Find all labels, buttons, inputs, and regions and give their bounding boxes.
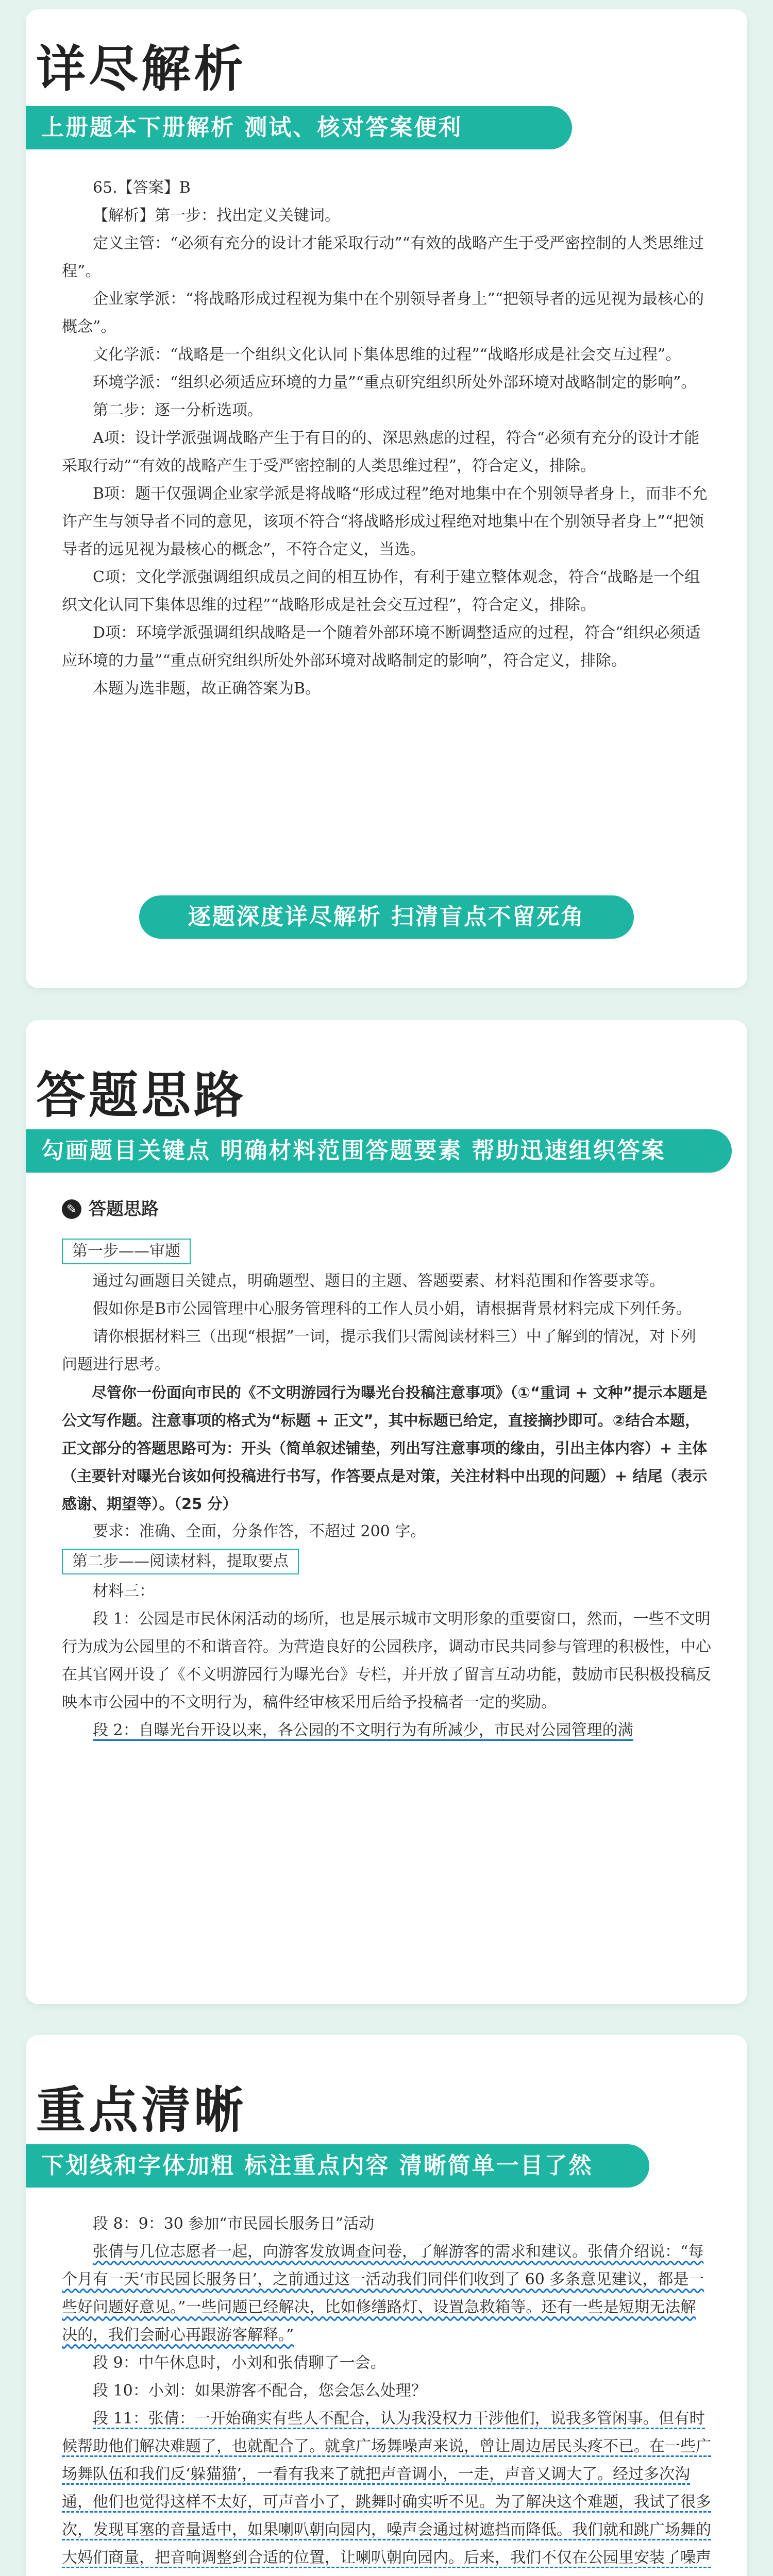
approach-paragraph: 要求：准确、全面，分条作答，不超过 200 字。	[93, 1522, 426, 1540]
section-key-points	[26, 2035, 747, 2576]
approach-paragraph	[62, 1717, 711, 1744]
analysis-paragraph: 环境学派：“组织必须适应环境的力量”“重点研究组织所处外部环境对战略制定的影响”。	[93, 374, 697, 392]
section-answer-approach	[26, 1020, 747, 2004]
key-paragraph	[62, 2238, 711, 2349]
approach-body	[62, 1195, 711, 1744]
step-label: 第二步——阅读材料，提取要点	[62, 1549, 299, 1574]
step-label: 第一步——审题	[62, 1239, 191, 1264]
analysis-paragraph: 第二步：逐一分析选项。	[93, 401, 263, 419]
analysis-paragraph: 企业家学派：“将战略形成过程视为集中在个别领导者身上”“把领导者的远见视为最核心的概念”。	[62, 290, 704, 336]
underlined-text: 段 2：自曝光台开设以来，各公园的不文明行为有所减少，市民对公园管理的满	[93, 1721, 633, 1741]
feather-icon: ✎	[62, 1199, 81, 1219]
section-title: 详尽解析	[36, 40, 246, 98]
approach-paragraph: 尽管你一份面向市民的《不文明游园行为曝光台投稿注意事项》（①“重词 + 文种”提示本题是公文写作题。注意事项的格式为“标题 + 正文”，其中标题已给定，直接摘抄即可。②结合本题，正文部分的答题思路可为：开头（简单叙述铺垫，列出写注意事项的缘由，引出主体内容）+ 主体（主要针对曝光台该如何投稿进行书写，作答要点是对策，关注材料中出现的问题）+ 结尾（表示感谢、期望等）。（25 分）	[62, 1384, 708, 1513]
section-title: 重点清晰	[36, 2081, 246, 2139]
analysis-paragraph: A项：设计学派强调战略产生于有目的的、深思熟虑的过程，符合“必须有充分的设计才能采取行动”“有效的战略产生于受严密控制的人类思维过程”，符合定义，排除。	[62, 429, 700, 475]
approach-paragraph: 请你根据材料三（出现“根据”一词，提示我们只需阅读材料三）中了解到的情况，对下列问题进行思考。	[62, 1328, 696, 1374]
answer-line: 65.【答案】B	[93, 179, 191, 197]
wavy-underlined-text: 张倩与几位志愿者一起，向游客发放调查问卷，了解游客的需求和建议。张倩介绍说：“每个月有一天‘市民园长服务日’，之前通过这一活动我们同伴们收到了 60 多条意见建议，都是一些好问题好意见。”一些问题已经解决，比如修缮路灯、设置急救箱等。还有一些是短期无法解决的，我们会耐心再跟游客解释。”	[62, 2243, 704, 2344]
section-title: 答题思路	[36, 1066, 246, 1124]
key-paragraph	[62, 2405, 711, 2576]
analysis-body	[62, 174, 711, 703]
analysis-paragraph: 【解析】第一步：找出定义关键词。	[93, 207, 340, 225]
approach-paragraph: 段 1：公园是市民休闲活动的场所，也是展示城市文明形象的重要窗口，然而，一些不文明行为成为公园里的不和谐音符。为营造良好的公园秩序，调动市民共同参与管理的积极性，中心在其官网开设了《不文明游园行为曝光台》专栏，并开放了留言互动功能，鼓励市民积极投稿反映本市公园中的不文明行为，稿件经审核采用后给予投稿者一定的奖励。	[62, 1610, 711, 1711]
analysis-paragraph: 定义主管：“必须有充分的设计才能采取行动”“有效的战略产生于受严密控制的人类思维过程”。	[62, 234, 704, 280]
analysis-paragraph: 本题为选非题，故正确答案为B。	[93, 680, 321, 698]
analysis-paragraph: D项：环境学派强调组织战略是一个随着外部环境不断调整适应的过程，符合“组织必须适应环境的力量”“重点研究组织所处外部环境对战略制定的影响”，符合定义，排除。	[62, 624, 701, 670]
approach-header-label: 答题思路	[89, 1199, 159, 1219]
section-banner: 上册题本下册解析 测试、核对答案便利	[26, 106, 572, 149]
key-paragraph: 段 9：中午休息时，小刘和张倩聊了一会。	[93, 2354, 386, 2372]
key-paragraph: 段 8：9：30 参加“市民园长服务日”活动	[93, 2215, 375, 2233]
section-detailed-analysis	[26, 9, 747, 988]
key-points-body	[62, 2210, 711, 2576]
analysis-paragraph: 文化学派：“战略是一个组织文化认同下集体思维的过程”“战略形成是社会交互过程”。	[93, 346, 681, 364]
section-bottom-banner: 逐题深度详尽解析 扫清盲点不留死角	[139, 895, 634, 939]
underlined-text: 段 11：张倩：一开始确实有些人不配合，认为我没权力干涉他们，说我多管闲事。但有时候帮助他们解决难题了，也就配合了。就拿广场舞噪声来说，曾让周边居民头疼不已。在一些广场舞队伍和我们反‘躲猫猫’，一看有我来了就把声音调小，一走，声音又调大了。经过多次沟通，他们也觉得这样不太好，可声音小了，跳舞时确实听不见。为了解决这个难题，我试了很多次，发现耳塞的音量适中，如果喇叭朝向园内，噪声会通过树遮挡而降低。我们就和跳广场舞的大妈们商量，把音响调整到合适的位置，让喇叭朝向园内。后来，我们不仅在公园里安装了噪声	[62, 2410, 711, 2576]
approach-paragraph: 材料三：	[93, 1582, 155, 1600]
section-banner: 下划线和字体加粗 标注重点内容 清晰简单一目了然	[26, 2144, 649, 2188]
analysis-paragraph: B项：题干仅强调企业家学派是将战略“形成过程”绝对地集中在个别领导者身上，而非不允许产生与领导者不同的意见，该项不符合“将战略形成过程绝对地集中在个别领导者身上”“把领导者的远见视为最核心的概念”，不符合定义，当选。	[62, 485, 708, 558]
approach-header	[62, 1195, 711, 1223]
approach-paragraph: 通过勾画题目关键点，明确题型、题目的主题、答题要素、材料范围和作答要求等。	[93, 1272, 665, 1290]
key-paragraph: 段 10：小刘：如果游客不配合，您会怎么处理？	[93, 2382, 427, 2400]
approach-paragraph: 假如你是B市公园管理中心服务管理科的工作人员小娟，请根据背景材料完成下列任务。	[93, 1300, 692, 1318]
section-banner: 勾画题目关键点 明确材料范围答题要素 帮助迅速组织答案	[26, 1129, 732, 1173]
analysis-paragraph: C项：文化学派强调组织成员之间的相互协作，有利于建立整体观念，符合“战略是一个组织文化认同下集体思维的过程”“战略形成是社会交互过程”，符合定义，排除。	[62, 568, 700, 614]
